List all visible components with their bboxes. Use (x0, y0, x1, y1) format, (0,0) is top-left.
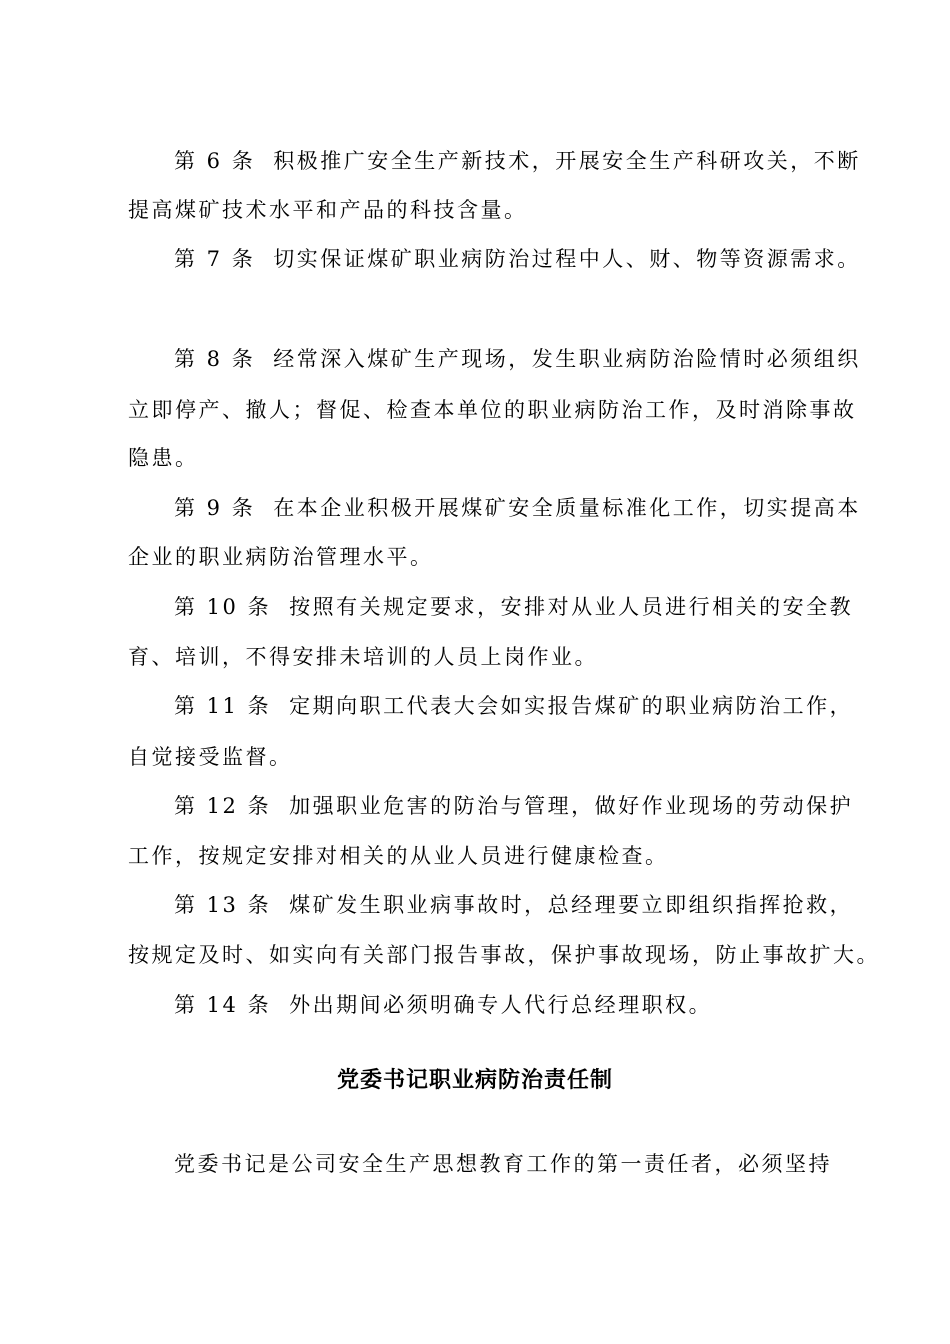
article-11-text: 定期向职工代表大会如实报告煤矿的职业病防治工作， (289, 694, 854, 718)
article-8-line-3: 隐患。 (128, 446, 199, 470)
article-12-line-2: 工作，按规定安排对相关的从业人员进行健康检查。 (128, 844, 669, 868)
article-12-label: 第 12 条 (174, 794, 272, 818)
article-11-line-2: 自觉接受监督。 (128, 745, 293, 769)
article-11-line-1 (174, 692, 853, 720)
article-9-label: 第 9 条 (174, 496, 256, 520)
article-6-line-2: 提高煤矿技术水平和产品的科技含量。 (128, 198, 528, 222)
article-13-label: 第 13 条 (174, 893, 272, 917)
article-13-line-2: 按规定及时、如实向有关部门报告事故，保护事故现场，防止事故扩大。 (128, 943, 880, 967)
article-8-label: 第 8 条 (174, 347, 256, 371)
article-9-text: 在本企业积极开展煤矿安全质量标准化工作，切实提高本 (273, 496, 861, 520)
article-9-line-1 (174, 494, 861, 522)
article-6-label: 第 6 条 (174, 149, 256, 173)
section-heading: 党委书记职业病防治责任制 (336, 1068, 613, 1093)
article-14-label: 第 14 条 (174, 993, 272, 1017)
article-12-text: 加强职业危害的防治与管理，做好作业现场的劳动保护 (289, 794, 854, 818)
article-7-label: 第 7 条 (174, 247, 256, 271)
article-8-text: 经常深入煤矿生产现场，发生职业病防治险情时必须组织 (273, 347, 861, 371)
article-10-line-1 (174, 593, 853, 621)
article-6-line-1 (174, 147, 861, 175)
article-7-text: 切实保证煤矿职业病防治过程中人、财、物等资源需求。 (273, 247, 861, 271)
article-14-line-1 (174, 991, 712, 1019)
article-13-text: 煤矿发生职业病事故时，总经理要立即组织指挥抢救， (289, 893, 854, 917)
article-12-line-1 (174, 792, 853, 820)
article-11-label: 第 11 条 (174, 694, 272, 718)
article-6-text: 积极推广安全生产新技术，开展安全生产科研攻关，不断 (273, 149, 861, 173)
article-10-text: 按照有关规定要求，安排对从业人员进行相关的安全教 (289, 595, 854, 619)
article-7-line-1 (174, 245, 861, 273)
article-8-line-1 (174, 345, 861, 373)
article-10-label: 第 10 条 (174, 595, 272, 619)
section-paragraph-line-1: 党委书记是公司安全生产思想教育工作的第一责任者，必须坚持 (174, 1152, 832, 1176)
article-14-text: 外出期间必须明确专人代行总经理职权。 (289, 993, 713, 1017)
article-13-line-1 (174, 891, 853, 919)
article-10-line-2: 育、培训，不得安排未培训的人员上岗作业。 (128, 645, 598, 669)
article-8-line-2: 立即停产、撤人；督促、检查本单位的职业病防治工作，及时消除事故 (128, 398, 857, 422)
article-9-line-2: 企业的职业病防治管理水平。 (128, 545, 434, 569)
